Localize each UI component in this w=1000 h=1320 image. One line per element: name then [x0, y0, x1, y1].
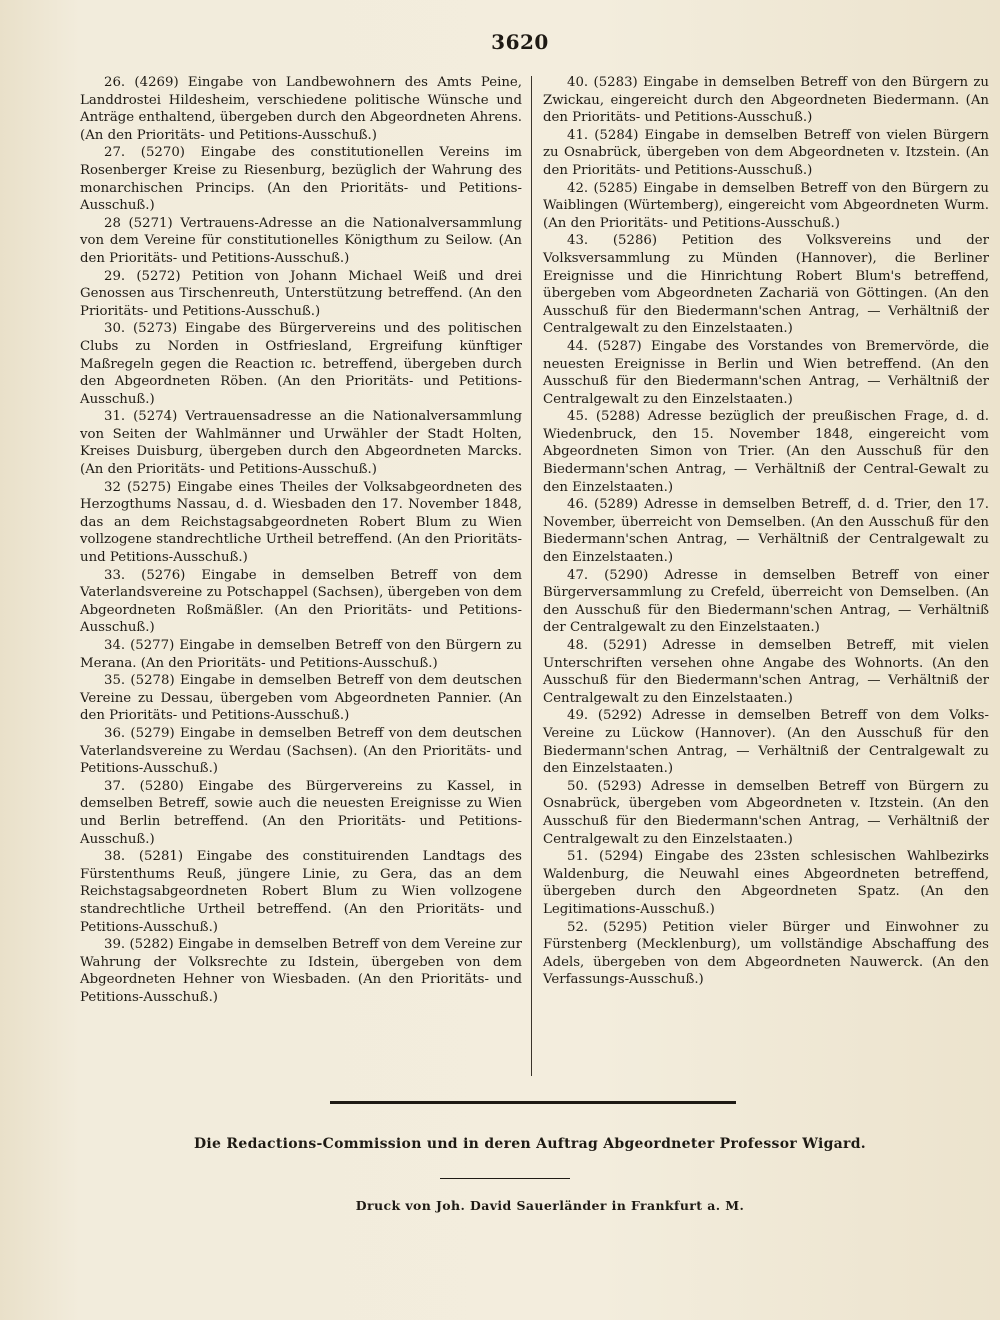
- petition-entry: 52. (5295) Petition vieler Bürger und Einwohner zu Fürstenberg (Mecklenburg), um vollständige Abschaffung des Adels, übergeben von dem Abgeordneten Nauwerck. (An den Verfassungs-Ausschuß.): [543, 919, 989, 988]
- petition-entry: 30. (5273) Eingabe des Bürgervereins und des politischen Clubs zu Norden in Ostfriesland, Ergreifung künftiger Maßregeln gegen die Reaction ɪc. betreffend, übergeben durch den Abgeordneten Röben. (An den Prioritäts- und Petitions-Ausschuß.): [80, 321, 522, 407]
- petition-entry: 31. (5274) Vertrauensadresse an die Nationalversammlung von Seiten der Wahlmänner und Urwähler der Stadt Holten, Kreises Duisburg, übergeben durch den Abgeordneten Marcks. (An den Prioritäts- und Petitions-Ausschuß.): [80, 409, 522, 478]
- petition-entry: 37. (5280) Eingabe des Bürgervereins zu Kassel, in demselben Betreff, sowie auch die neuesten Ereignisse zu Wien und Berlin betreffend. (An den Prioritäts- und Petitions-Ausschuß.): [80, 778, 522, 847]
- petition-entry: 28 (5271) Vertrauens-Adresse an die Nationalversammlung von dem Vereine für constitutionelles Königthum zu Seilow. (An den Prioritäts- und Petitions-Ausschuß.): [80, 215, 522, 266]
- petition-entry: 45. (5288) Adresse bezüglich der preußischen Frage, d. d. Wiedenbruck, den 15. November 1848, eingereicht vom Abgeordneten Simon von Trier. (An den Ausschuß für den Biedermann'schen Antrag, — Verhältniß der Central-Gewalt zu den Einzelstaaten.): [543, 409, 989, 495]
- commission-line: Die Redactions-Commission und in deren Auftrag Abgeordneter Professor Wigard.: [193, 1136, 866, 1152]
- petition-entry: 38. (5281) Eingabe des constituirenden Landtags des Fürstenthums Reuß, jüngere Linie, zu Gera, das an dem Reichstagsabgeordneten Robert Blum zu Wien vollzogene standrechtliche Urtheil betreffend. (An den Prioritäts- und Petitions-Ausschuß.): [80, 849, 522, 935]
- petition-entry: 43. (5286) Petition des Volksvereins und der Volksversammlung zu Münden (Hannover), die Berliner Ereignisse und die Hinrichtung Robert Blum's betreffend, übergeben vom Abgeordneten Zachariä von Göttingen. (An den Ausschuß für den Biedermann'schen Antrag, — Verhältniß der Centralgewalt zu den Einzelstaaten.): [543, 233, 989, 337]
- petition-entry: 32 (5275) Eingabe eines Theiles der Volksabgeordneten des Herzogthums Nassau, d. d. Wiesbaden den 17. November 1848, das an dem Reichstagsabgeordneten Robert Blum zu Wien vollzogene standrechtliche Urtheil betreffend. (An den Prioritäts- und Petitions-Ausschuß.): [80, 479, 522, 566]
- petition-entry: 44. (5287) Eingabe des Vorstandes von Bremervörde, die neuesten Ereignisse in Berlin und Wien betreffend. (An den Ausschuß für den Biedermann'schen Antrag, — Verhältniß der Centralgewalt zu den Einzelstaaten.): [543, 338, 989, 407]
- petition-entry: 48. (5291) Adresse in demselben Betreff, mit vielen Unterschriften versehen ohne Angabe des Wohnorts. (An den Ausschuß für den Biedermann'schen Antrag, — Verhältniß der Centralgewalt zu den Einzelstaaten.): [543, 638, 989, 706]
- petition-entry: 47. (5290) Adresse in demselben Betreff von einer Bürgerversammlung zu Crefeld, überreicht von Demselben. (An den Ausschuß für den Biedermann'schen Antrag, — Verhältniß der Centralgewalt zu den Einzelstaaten.): [543, 567, 989, 636]
- petition-entry: 39. (5282) Eingabe in demselben Betreff von dem Vereine zur Wahrung der Volksrechte zu Idstein, übergeben von dem Abgeordneten Hehner von Wiesbaden. (An den Prioritäts- und Petitions-Ausschuß.): [80, 937, 522, 1005]
- petition-entry: 29. (5272) Petition von Johann Michael Weiß und drei Genossen aus Tirschenreuth, Unterstützung betreffend. (An den Prioritäts- und Petitions-Ausschuß.): [80, 268, 522, 319]
- petition-entry: 33. (5276) Eingabe in demselben Betreff von dem Vaterlandsvereine zu Potschappel (Sachsen), übergeben von dem Abgeordneten Roßmäßler. (An den Prioritäts- und Petitions-Ausschuß.): [80, 567, 522, 636]
- petition-entry: 27. (5270) Eingabe des constitutionellen Vereins im Rosenberger Kreise zu Riesenburg, bezüglich der Wahrung des monarchischen Princips. (An den Prioritäts- und Petitions-Ausschuß.): [80, 145, 522, 214]
- petition-entry: 42. (5285) Eingabe in demselben Betreff von den Bürgern zu Waiblingen (Würtemberg), eingereicht vom Abgeordneten Wurm. (An den Prioritäts- und Petitions-Ausschuß.): [543, 180, 989, 231]
- printer-imprint: Druck von Joh. David Sauerländer in Frankfurt a. M.: [355, 1198, 745, 1213]
- petition-entry: 49. (5292) Adresse in demselben Betreff von dem Volks-Vereine zu Lückow (Hannover). (An den Ausschuß für den Biedermann'schen Antrag, — Verhältniß der Centralgewalt zu den Einzelstaaten.): [543, 708, 989, 777]
- petition-entry: 36. (5279) Eingabe in demselben Betreff von dem deutschen Vaterlandsvereine zu Werdau (Sachsen). (An den Prioritäts- und Petitions-Ausschuß.): [80, 725, 522, 777]
- petition-entry: 35. (5278) Eingabe in demselben Betreff von dem deutschen Vereine zu Dessau, übergeben vom Abgeordneten Pannier. (An den Prioritäts- und Petitions-Ausschuß.): [80, 673, 522, 724]
- petition-entry: 41. (5284) Eingabe in demselben Betreff von vielen Bürgern zu Osnabrück, übergeben von dem Abgeordneten v. Itzstein. (An den Prioritäts- und Petitions-Ausschuß.): [543, 127, 989, 178]
- left-column: [80, 74, 522, 1006]
- short-rule: [440, 1178, 570, 1179]
- petition-entry: 26. (4269) Eingabe von Landbewohnern des Amts Peine, Landdrostei Hildesheim, verschiedene politische Wünsche und Anträge enthaltend, übergeben durch den Abgeordneten Ahrens. (An den Prioritäts- und Petitions-Ausschuß.): [80, 75, 522, 143]
- petition-entry: 40. (5283) Eingabe in demselben Betreff von den Bürgern zu Zwickau, eingereicht durch den Abgeordneten Biedermann. (An den Prioritäts- und Petitions-Ausschuß.): [543, 75, 989, 126]
- column-divider: [531, 76, 532, 1076]
- petition-entry: 46. (5289) Adresse in demselben Betreff, d. d. Trier, den 17. November, überreicht von Demselben. (An den Ausschuß für den Biedermann'schen Antrag, — Verhältniß der Centralgewalt zu den Einzelstaaten.): [543, 497, 989, 566]
- petition-entry: 51. (5294) Eingabe des 23sten schlesischen Wahlbezirks Waldenburg, die Neuwahl eines Abgeordneten betreffend, übergeben durch den Abgeordneten Spatz. (An den Legitimations-Ausschuß.): [543, 849, 989, 917]
- right-column: [543, 74, 989, 989]
- petition-entry: 34. (5277) Eingabe in demselben Betreff von den Bürgern zu Merana. (An den Prioritäts- und Petitions-Ausschuß.): [80, 638, 522, 671]
- section-rule: [330, 1101, 736, 1104]
- page-number: 3620: [491, 30, 549, 54]
- petition-entry: 50. (5293) Adresse in demselben Betreff von Bürgern zu Osnabrück, übergeben vom Abgeordneten v. Itzstein. (An den Ausschuß für den Biedermann'schen Antrag, — Verhältniß der Centralgewalt zu den Einzelstaaten.): [543, 778, 989, 847]
